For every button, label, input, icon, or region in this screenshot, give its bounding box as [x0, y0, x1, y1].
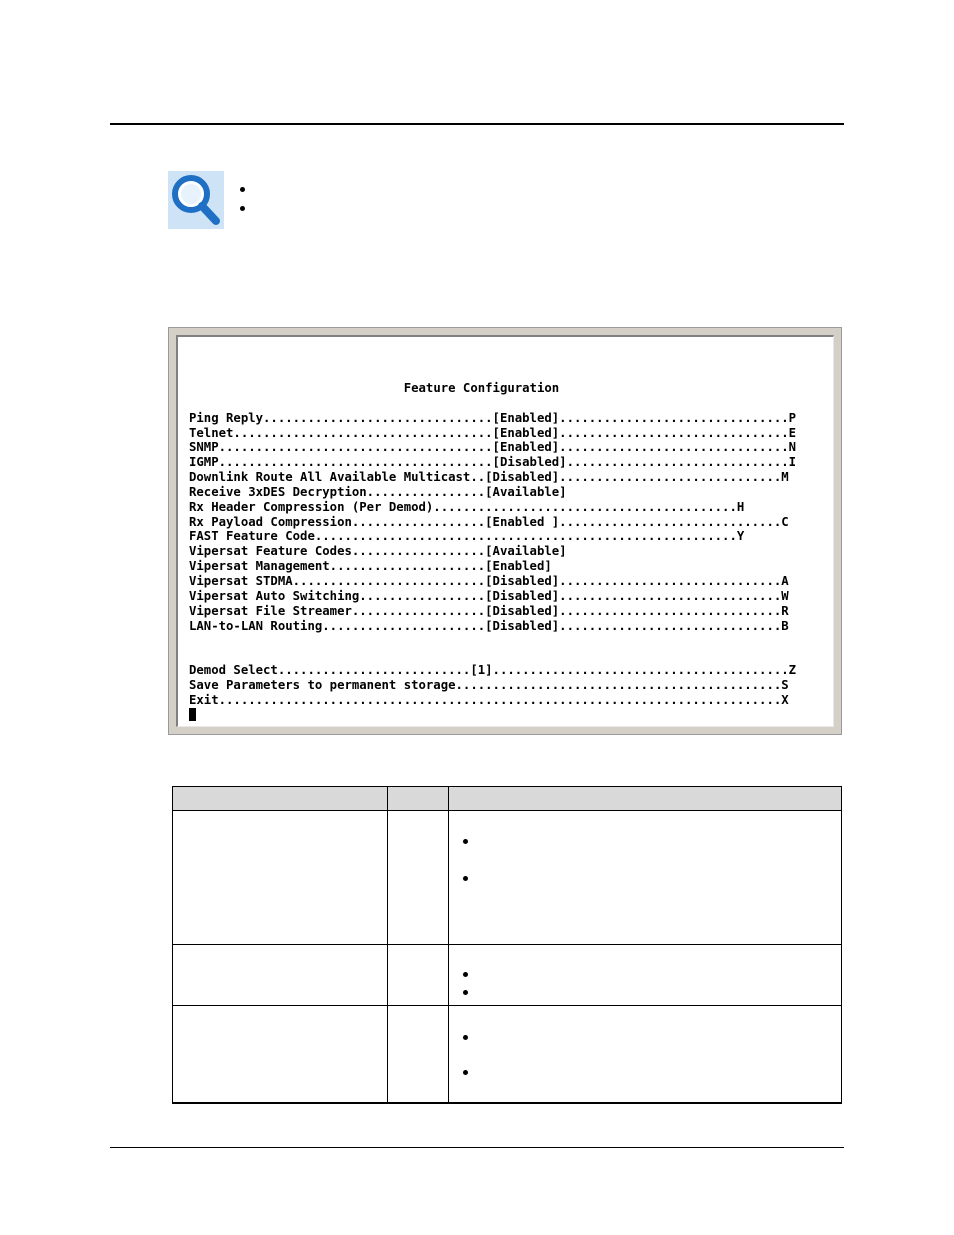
menu-item-fast-feature-code[interactable]: FAST Feature Code.........................................................Y	[189, 529, 745, 544]
text-cursor	[189, 708, 196, 721]
terminal-screen[interactable]	[176, 335, 834, 727]
cell-bullet	[463, 972, 468, 977]
table-cell	[173, 811, 388, 945]
menu-item-lan-to-lan-routing[interactable]: LAN-to-LAN Routing......................[Disabled]..............................B	[189, 618, 789, 633]
terminal-text	[189, 381, 796, 722]
menu-item-downlink-route[interactable]: Downlink Route All Available Multicast..[Disabled]..............................M	[189, 470, 789, 485]
menu-title: Feature Configuration	[403, 381, 560, 395]
table-cell	[173, 945, 388, 1006]
footer-rule	[110, 1147, 844, 1148]
table-cell	[388, 945, 449, 1006]
menu-item-exit[interactable]: Exit............................................................................X	[189, 692, 789, 707]
menu-item-rx-payload-compression[interactable]: Rx Payload Compression..................[Enabled ]..............................C	[189, 514, 789, 529]
menu-item-vipersat-file-streamer[interactable]: Vipersat File Streamer..................[Disabled]..............................R	[189, 603, 789, 618]
table-row	[173, 945, 842, 1006]
menu-item-vipersat-auto-switching[interactable]: Vipersat Auto Switching.................[Disabled]..............................W	[189, 588, 789, 603]
table-header-cell	[173, 787, 388, 811]
menu-item-vipersat-management: Vipersat Management.....................[Enabled]	[189, 559, 552, 574]
table-header-cell	[388, 787, 449, 811]
table-cell	[449, 811, 842, 945]
menu-item-ping-reply[interactable]: Ping Reply...............................[Enabled]...............................P	[189, 410, 797, 425]
cell-bullet	[463, 839, 468, 844]
header-rule	[110, 123, 844, 125]
table-cell	[449, 1006, 842, 1104]
table-cell	[173, 1006, 388, 1104]
description-table	[172, 786, 842, 1104]
terminal-window	[168, 327, 842, 735]
table-header-row	[173, 787, 842, 811]
menu-item-snmp[interactable]: SNMP.....................................[Enabled]...............................N	[189, 440, 797, 455]
menu-item-demod-select[interactable]: Demod Select..........................[1]........................................Z	[189, 663, 797, 678]
table-row	[173, 1006, 842, 1104]
menu-item-igmp[interactable]: IGMP.....................................[Disabled]..............................I	[189, 455, 797, 470]
cell-bullet	[463, 1035, 468, 1040]
menu-item-save-parameters[interactable]: Save Parameters to permanent storage............................................S	[189, 677, 789, 692]
menu-item-vipersat-feature-codes: Vipersat Feature Codes..................[Available]	[189, 544, 567, 559]
table-cell	[388, 811, 449, 945]
menu-item-telnet[interactable]: Telnet...................................[Enabled]...............................E	[189, 425, 797, 440]
table-header-cell	[449, 787, 842, 811]
table-row	[173, 811, 842, 945]
magnifier-icon	[168, 171, 224, 229]
cell-bullet	[463, 876, 468, 881]
table-cell	[388, 1006, 449, 1104]
cell-bullet	[463, 1070, 468, 1075]
menu-item-3xdes: Receive 3xDES Decryption................[Available]	[189, 484, 567, 499]
menu-item-rx-header-compression[interactable]: Rx Header Compression (Per Demod).........................................H	[189, 499, 745, 514]
table-cell	[449, 945, 842, 1006]
cell-bullet	[463, 990, 468, 995]
menu-item-vipersat-stdma[interactable]: Vipersat STDMA..........................[Disabled]..............................A	[189, 573, 789, 588]
